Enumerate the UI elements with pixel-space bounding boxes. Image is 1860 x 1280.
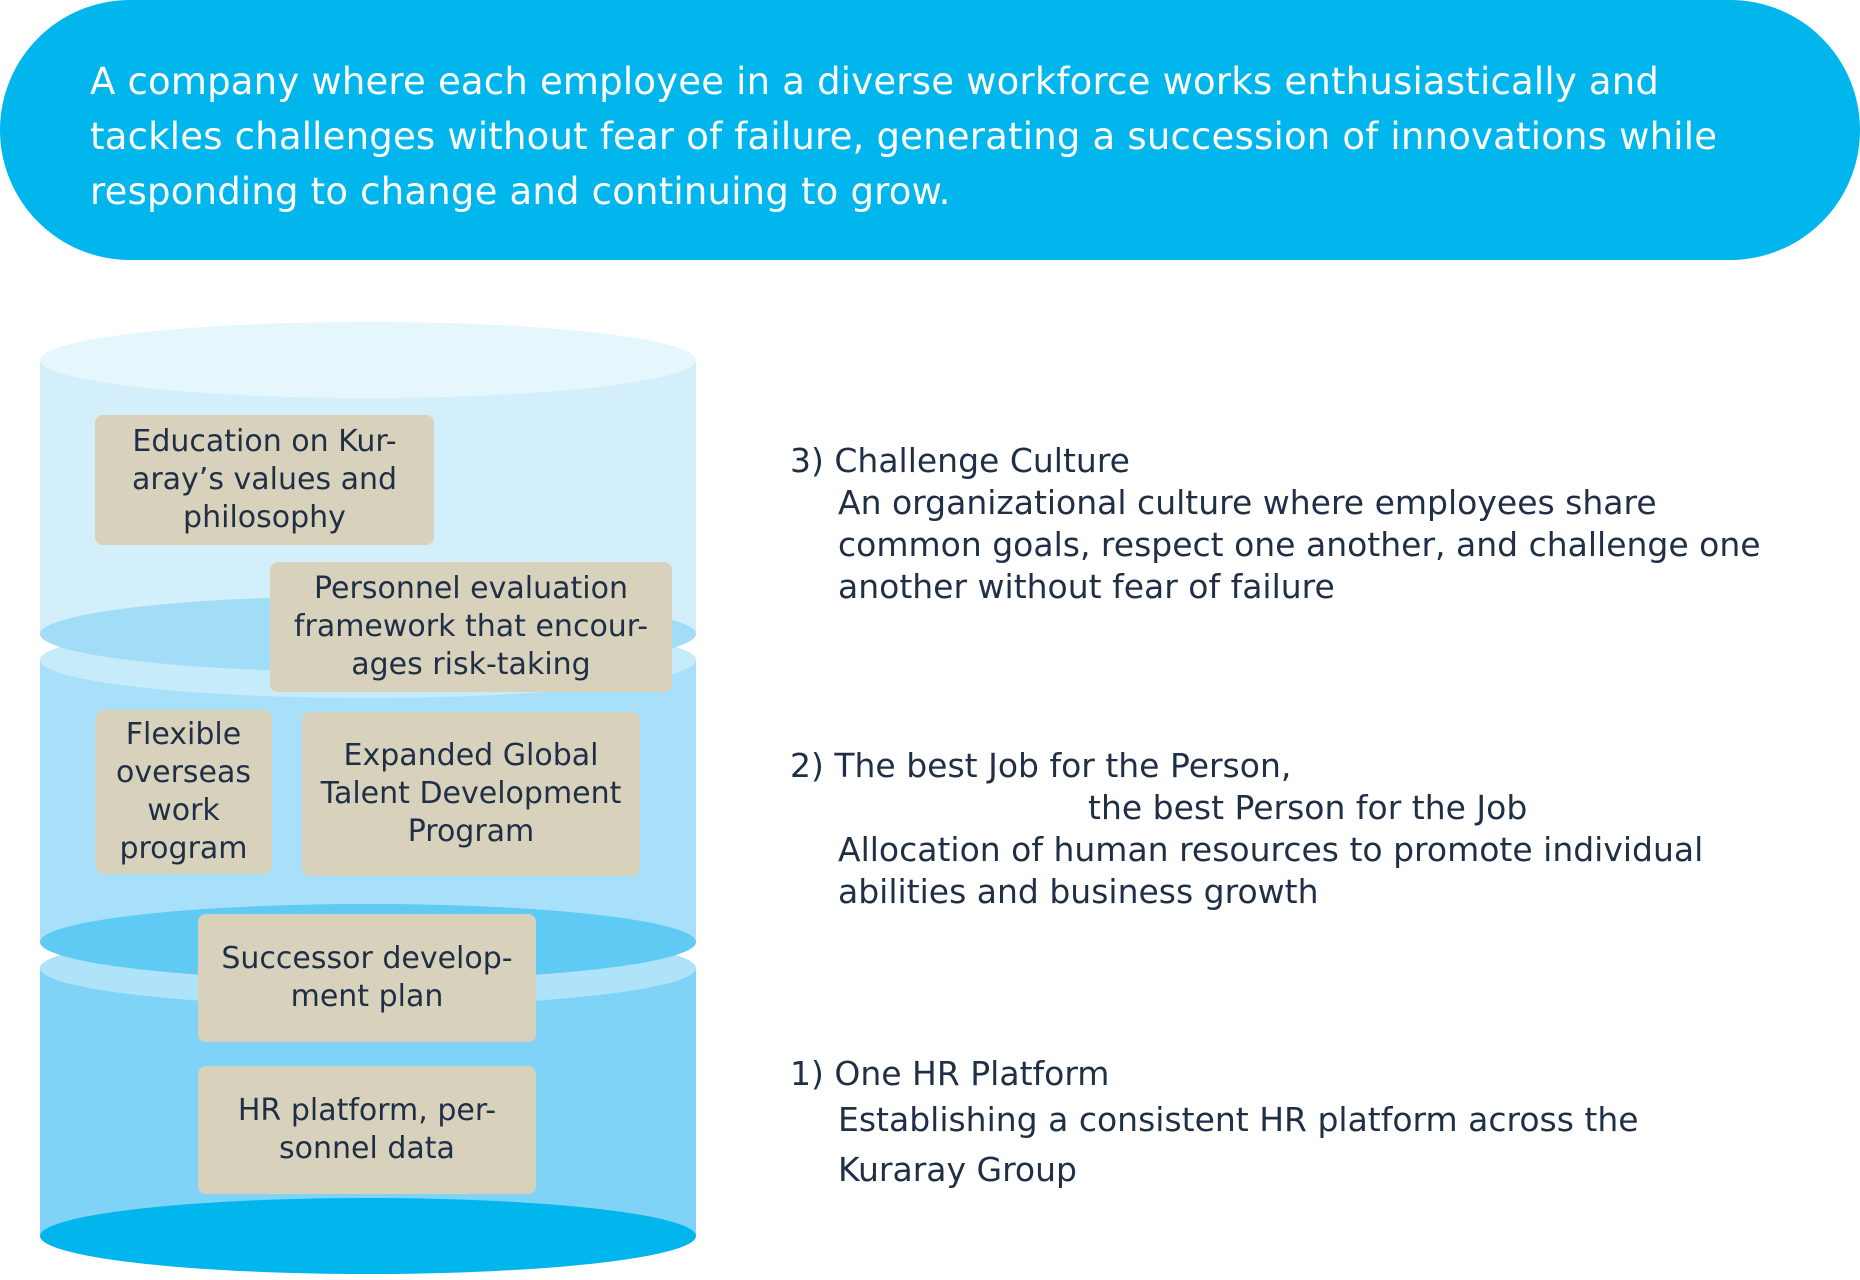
box-global-talent xyxy=(302,712,640,876)
pillar-one-hr-platform-heading: 1) One HR Platform xyxy=(790,1054,1110,1093)
cylinder-top-cap xyxy=(40,322,696,398)
box-successor-plan-label: Successor develop- ment plan xyxy=(221,941,513,1014)
pillar-best-job xyxy=(790,745,1703,913)
box-values-education xyxy=(95,415,434,545)
box-personnel-evaluation-label: Personnel evaluation framework that encour- ages risk-taking xyxy=(293,571,649,682)
pillar-challenge-culture xyxy=(790,440,1761,608)
box-global-talent-label: Expanded Global Talent Development Program xyxy=(320,738,622,849)
pillar-best-job-desc: Allocation of human resources to promote individual abilities and business growth xyxy=(838,830,1704,911)
pillar-one-hr-platform-desc: Establishing a consistent HR platform across the Kuraray Group xyxy=(838,1100,1639,1189)
box-successor-plan xyxy=(198,914,536,1042)
pillar-challenge-culture-desc: An organizational culture where employees share common goals, respect one another, and challenge one another without fear of failure xyxy=(838,483,1761,606)
cylinder-base xyxy=(40,1198,696,1274)
box-hr-platform xyxy=(198,1066,536,1194)
pillar-challenge-culture-heading: 3) Challenge Culture xyxy=(790,441,1130,480)
pillar-one-hr-platform xyxy=(790,1053,1639,1195)
pillar-best-job-heading-line2: the best Person for the Job xyxy=(1088,788,1528,827)
box-overseas-work xyxy=(95,710,272,874)
box-hr-platform-label: HR platform, per- sonnel data xyxy=(237,1093,497,1166)
vision-text: A company where each employee in a diverse workforce works enthusiastically and tackles challenges without fear of failure, generating a succession of innovations while responding to change and continuing to grow. xyxy=(90,60,1718,213)
box-personnel-evaluation xyxy=(270,562,672,692)
box-values-education-label: Education on Kur- aray’s values and philosophy xyxy=(131,424,398,535)
pillar-best-job-heading: 2) The best Job for the Person, xyxy=(790,746,1292,785)
box-overseas-work-label: Flexible overseas work program xyxy=(116,717,251,866)
